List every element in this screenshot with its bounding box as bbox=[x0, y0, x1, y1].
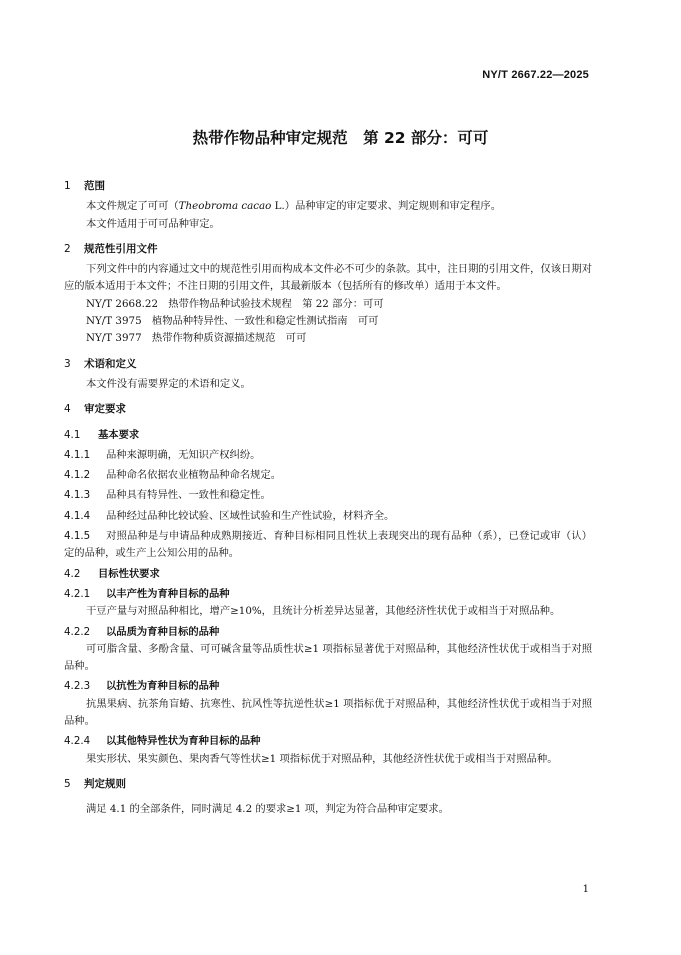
document-title: 热带作物品种审定规范 第 22 部分：可可 bbox=[192, 129, 489, 147]
text-segment: L.）品种审定的审定要求、判定规则和审定程序。 bbox=[271, 200, 501, 213]
clause-text: 品种来源明确，无知识产权纠纷。 bbox=[106, 448, 261, 461]
scope-paragraph-1 bbox=[64, 198, 592, 215]
clause-4-1-3 bbox=[64, 487, 592, 504]
section-title: 判定规则 bbox=[84, 777, 126, 790]
normative-references-paragraph: 下列文件中的内容通过文中的规范性引用而构成本文件必不可少的条款。其中，注日期的引用文件，仅该日期对应的版本适用于本文件；不注日期的引用文件，其最新版本（包括所有的修改单）适用于本文件。 bbox=[64, 263, 592, 293]
section-number: 4 bbox=[64, 403, 71, 416]
clause-number: 4.2.4 bbox=[64, 735, 91, 748]
section-number: 3 bbox=[64, 357, 71, 370]
page-number: 1 bbox=[582, 884, 589, 895]
terms-paragraph: 本文件没有需要界定的术语和定义。 bbox=[86, 377, 251, 390]
clause-number: 4.2.1 bbox=[64, 587, 91, 600]
subsection-4-2-heading bbox=[64, 566, 592, 583]
subsection-number: 4.1 bbox=[64, 428, 81, 441]
section-title: 规范性引用文件 bbox=[84, 242, 158, 255]
section-number: 2 bbox=[64, 242, 71, 255]
section-5-heading bbox=[64, 776, 592, 793]
clause-4-1-2 bbox=[64, 467, 592, 484]
judgment-rule-paragraph: 满足 4.1 的全部条件，同时满足 4.2 的要求≥1 项，判定为符合品种审定要求。 bbox=[86, 803, 449, 816]
clause-4-2-3-text: 抗黑果病、抗茶角盲蝽、抗寒性、抗风性等抗逆性状≥1 项指标优于对照品种，其他经济性状优于或相当于对照品种。 bbox=[64, 697, 592, 728]
section-2-heading bbox=[64, 241, 592, 258]
document-body bbox=[64, 178, 592, 819]
clause-4-2-4-text: 果实形状、果实颜色、果肉香气等性状≥1 项指标优于对照品种，其他经济性状优于或相当于对照品种。 bbox=[86, 752, 558, 765]
section-3-heading bbox=[64, 356, 592, 373]
section-number: 5 bbox=[64, 777, 71, 790]
clause-title: 以品质为育种目标的品种 bbox=[106, 625, 220, 638]
clause-number: 4.2.2 bbox=[64, 625, 91, 638]
reference-item: NY/T 3977 热带作物种质资源描述规范 可可 bbox=[86, 332, 307, 345]
clause-text: 品种具有特异性、一致性和稳定性。 bbox=[106, 489, 271, 502]
clause-text: 品种命名依据农业植物品种命名规定。 bbox=[106, 469, 282, 482]
section-number: 1 bbox=[64, 180, 71, 192]
section-title: 范围 bbox=[84, 180, 105, 192]
clause-title: 以其他特异性状为育种目标的品种 bbox=[106, 735, 261, 748]
subsection-title: 目标性状要求 bbox=[98, 567, 160, 580]
clause-number: 4.2.3 bbox=[64, 680, 91, 693]
clause-4-2-2-text: 可可脂含量、多酚含量、可可碱含量等品质性状≥1 项指标显著优于对照品种，其他经济性状优于或相当于对照品种。 bbox=[64, 642, 592, 673]
clause-4-2-1-heading bbox=[64, 586, 592, 603]
section-title: 审定要求 bbox=[84, 403, 126, 416]
clause-number: 4.1.4 bbox=[64, 509, 91, 522]
subsection-number: 4.2 bbox=[64, 567, 81, 580]
clause-4-1-1 bbox=[64, 447, 592, 464]
clause-4-2-1-text: 干豆产量与对照品种相比，增产≥10%，且统计分析差异达显著，其他经济性状优于或相当于对照品种。 bbox=[86, 605, 561, 618]
clause-text: 对照品种是与申请品种成熟期接近、育种目标相同且性状上表现突出的现有品种（系），已登记或审（认）定的品种，或生产上公知公用的品种。 bbox=[64, 530, 592, 560]
clause-4-2-4-heading bbox=[64, 733, 592, 750]
clause-4-2-2-heading bbox=[64, 624, 592, 641]
text-segment: 本文件规定了可可（ bbox=[86, 200, 179, 213]
reference-item: NY/T 3975 植物品种特异性、一致性和稳定性测试指南 可可 bbox=[86, 315, 379, 328]
section-title: 术语和定义 bbox=[84, 357, 137, 370]
clause-4-1-5 bbox=[64, 528, 592, 563]
subsection-4-1-heading bbox=[64, 427, 592, 444]
subsection-title: 基本要求 bbox=[98, 428, 140, 441]
section-1-heading bbox=[64, 178, 592, 195]
clause-number: 4.1.3 bbox=[64, 489, 91, 502]
scope-paragraph-2: 本文件适用于可可品种审定。 bbox=[86, 217, 220, 230]
latin-name: Theobroma cacao bbox=[178, 200, 272, 213]
reference-item: NY/T 2668.22 热带作物品种试验技术规程 第 22 部分：可可 bbox=[86, 297, 384, 310]
clause-4-2-3-heading bbox=[64, 678, 592, 695]
clause-text: 品种经过品种比较试验、区域性试验和生产性试验，材料齐全。 bbox=[106, 509, 395, 522]
clause-number: 4.1.2 bbox=[64, 469, 91, 482]
clause-title: 以丰产性为育种目标的品种 bbox=[106, 587, 230, 600]
clause-number: 4.1.1 bbox=[64, 448, 91, 461]
standard-code: NY/T 2667.22—2025 bbox=[482, 69, 589, 81]
clause-number: 4.1.5 bbox=[64, 530, 91, 543]
clause-title: 以抗性为育种目标的品种 bbox=[106, 680, 220, 693]
section-4-heading bbox=[64, 401, 592, 418]
clause-4-1-4 bbox=[64, 508, 592, 525]
